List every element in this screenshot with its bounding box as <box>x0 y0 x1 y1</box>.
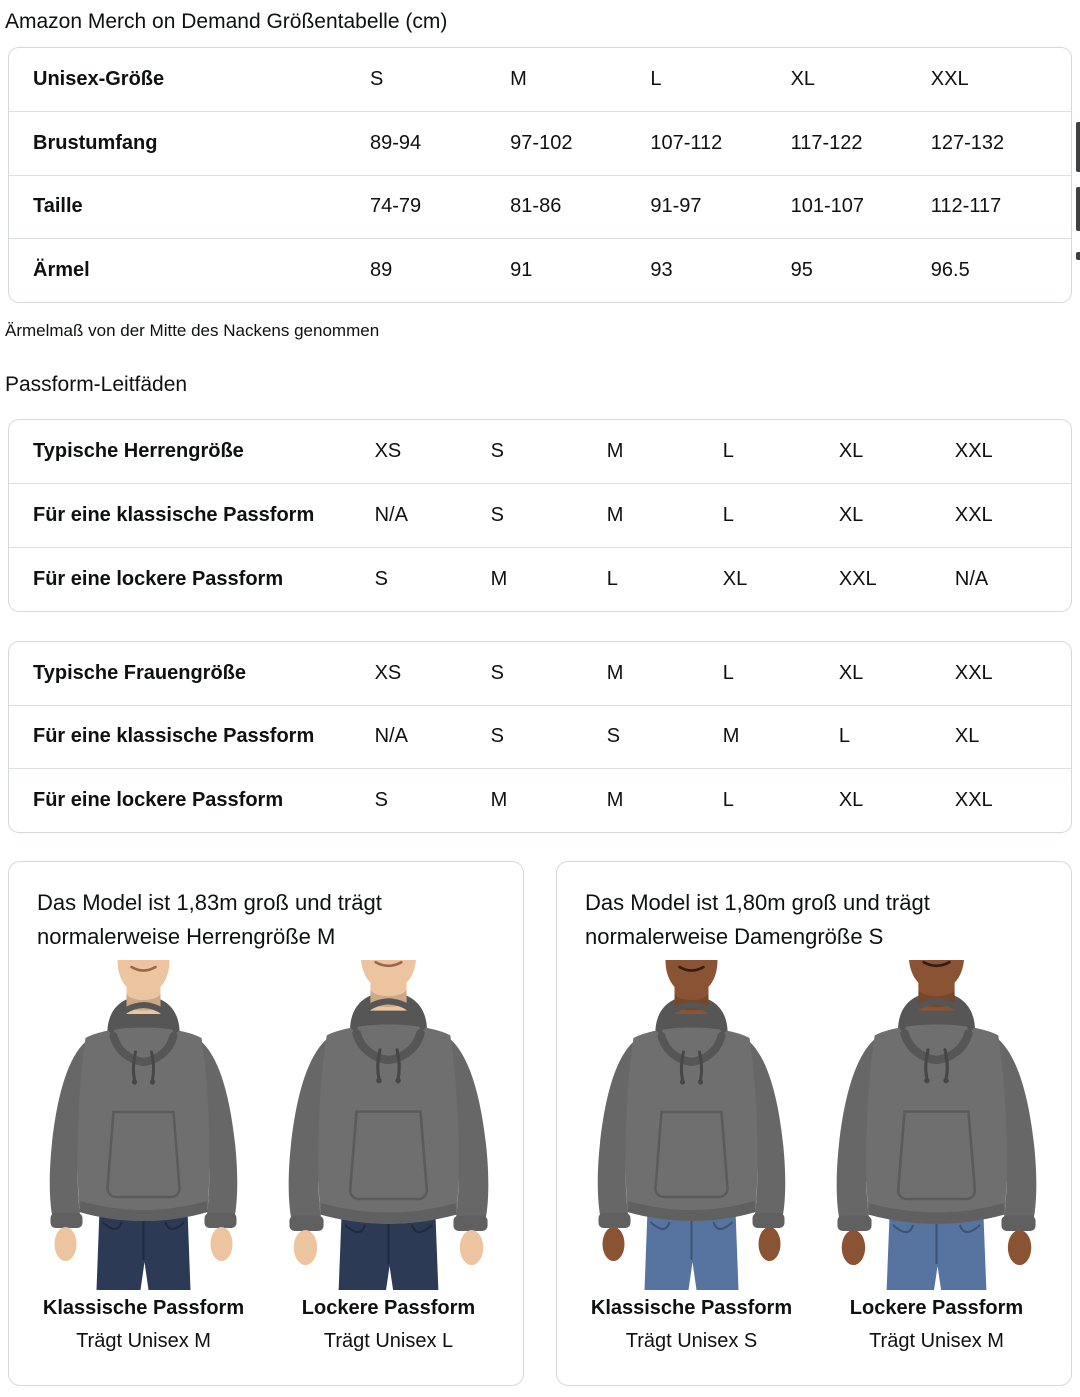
table-row-classic-fit <box>9 705 1071 769</box>
model-description: Das Model ist 1,80m groß und trägt normalerweise Damengröße S <box>585 890 930 949</box>
fit-cell: XXL <box>954 440 993 462</box>
row-label: Für eine klassische Passform <box>9 705 375 769</box>
fit-cell: L <box>722 661 734 684</box>
fit-cell: XS <box>374 440 402 462</box>
measure-cell: 93 <box>650 239 790 303</box>
fit-cell: XL <box>838 661 864 684</box>
measure-cell: 97-102 <box>510 112 650 176</box>
fit-cell: XL <box>955 705 1071 769</box>
fit-cell: S <box>490 440 504 462</box>
size-worn-label: Trägt Unisex S <box>625 1330 758 1352</box>
womens-model-card <box>556 861 1072 1386</box>
womens-fit-table <box>8 641 1072 834</box>
female-model-loose-hoodie-image <box>814 960 1059 1290</box>
row-label: Taille <box>9 175 370 239</box>
fit-cell: XL <box>838 440 864 462</box>
row-label: Typische Frauengröße <box>33 661 247 684</box>
measure-cell: 107-112 <box>650 112 790 176</box>
table-row-typical-mens <box>9 420 1071 484</box>
measure-cell: 95 <box>791 239 931 303</box>
measure-cell: 101-107 <box>791 175 931 239</box>
fit-cell: L <box>722 440 734 462</box>
row-label: Typische Herrengröße <box>33 440 244 462</box>
model-cards-row <box>8 861 1072 1386</box>
fit-cell: N/A <box>955 547 1071 611</box>
row-scrollbar-thumb[interactable] <box>1076 252 1080 260</box>
row-scrollbar-thumb[interactable] <box>1076 187 1080 231</box>
measure-cell: 74-79 <box>370 175 510 239</box>
model-photos <box>569 960 1059 1353</box>
model-photo-loose-fit <box>814 960 1059 1353</box>
page-title: Amazon Merch on Demand Größentabelle (cm) <box>5 10 448 33</box>
fit-cell: M <box>723 705 839 769</box>
model-photo-loose-fit <box>266 960 511 1353</box>
fit-label: Lockere Passform <box>301 1297 476 1319</box>
measure-cell: 96.5 <box>931 239 1071 303</box>
table-row-chest <box>9 112 1071 176</box>
fit-cell: S <box>490 661 504 684</box>
fit-cell: N/A <box>375 705 491 769</box>
fit-cell: L <box>723 769 839 833</box>
measure-cell: 91-97 <box>650 175 790 239</box>
size-worn-label: Trägt Unisex L <box>323 1330 454 1352</box>
table-row-header <box>9 48 1071 112</box>
fit-cell: M <box>491 769 607 833</box>
measure-cell: 127-132 <box>931 112 1071 176</box>
fit-cell: N/A <box>375 484 491 548</box>
row-label: Brustumfang <box>9 112 370 176</box>
mens-model-card <box>8 861 524 1386</box>
size-col: S <box>369 68 384 90</box>
photo-caption <box>569 1296 814 1353</box>
size-worn-label: Trägt Unisex M <box>869 1330 1004 1352</box>
fit-cell: M <box>491 547 607 611</box>
table-row-loose-fit <box>9 547 1071 611</box>
fit-cell: M <box>606 440 624 462</box>
male-model-classic-hoodie-image <box>21 960 266 1290</box>
size-col: M <box>510 68 527 90</box>
fit-cell: L <box>723 484 839 548</box>
photo-caption <box>814 1296 1059 1353</box>
table-row-loose-fit <box>9 769 1071 833</box>
fit-cell: XXL <box>955 484 1071 548</box>
table-row-typical-womens <box>9 642 1071 706</box>
model-photo-classic-fit <box>21 960 266 1353</box>
fit-label: Klassische Passform <box>590 1297 793 1319</box>
table-row-waist <box>9 175 1071 239</box>
row-label: Unisex-Größe <box>33 68 165 90</box>
mens-fit-table <box>8 419 1072 612</box>
sleeve-measure-note: Ärmelmaß von der Mitte des Nackens genommen <box>5 321 380 340</box>
model-description: Das Model ist 1,83m groß und trägt normalerweise Herrengröße M <box>37 890 382 949</box>
fit-cell: XL <box>723 547 839 611</box>
fit-cell: L <box>607 547 723 611</box>
female-model-classic-hoodie-image <box>569 960 814 1290</box>
measure-cell: 81-86 <box>510 175 650 239</box>
fit-guides-heading: Passform-Leitfäden <box>5 373 188 396</box>
fit-cell: S <box>375 547 491 611</box>
row-label: Ärmel <box>9 239 370 303</box>
fit-cell: M <box>606 661 624 684</box>
fit-label: Klassische Passform <box>42 1297 245 1319</box>
row-scrollbar-thumb[interactable] <box>1076 122 1080 172</box>
row-label: Für eine lockere Passform <box>9 547 375 611</box>
model-photo-classic-fit <box>569 960 814 1353</box>
photo-caption <box>21 1296 266 1353</box>
row-label: Für eine klassische Passform <box>9 484 375 548</box>
fit-cell: M <box>607 484 723 548</box>
measure-cell: 89 <box>370 239 510 303</box>
male-model-loose-hoodie-image <box>266 960 511 1290</box>
measure-cell: 91 <box>510 239 650 303</box>
size-col: XL <box>790 68 816 90</box>
fit-cell: M <box>607 769 723 833</box>
fit-cell: S <box>607 705 723 769</box>
fit-cell: XL <box>839 769 955 833</box>
photo-caption <box>266 1296 511 1353</box>
fit-cell: XXL <box>839 547 955 611</box>
measure-cell: 89-94 <box>370 112 510 176</box>
model-photos <box>21 960 511 1353</box>
fit-cell: XL <box>839 484 955 548</box>
measure-cell: 112-117 <box>931 175 1071 239</box>
size-col: XXL <box>930 68 969 90</box>
table-row-classic-fit <box>9 484 1071 548</box>
measure-cell: 117-122 <box>791 112 931 176</box>
fit-cell: S <box>375 769 491 833</box>
size-chart-page <box>0 9 1080 1386</box>
size-col: L <box>650 68 662 90</box>
fit-cell: L <box>839 705 955 769</box>
fit-label: Lockere Passform <box>849 1297 1024 1319</box>
unisex-size-table <box>8 47 1072 303</box>
fit-cell: S <box>491 484 607 548</box>
fit-cell: S <box>491 705 607 769</box>
table-row-sleeve <box>9 239 1071 303</box>
fit-cell: XS <box>374 661 402 684</box>
row-label: Für eine lockere Passform <box>9 769 375 833</box>
fit-cell: XXL <box>955 769 1071 833</box>
size-worn-label: Trägt Unisex M <box>76 1330 211 1352</box>
fit-cell: XXL <box>954 661 993 684</box>
